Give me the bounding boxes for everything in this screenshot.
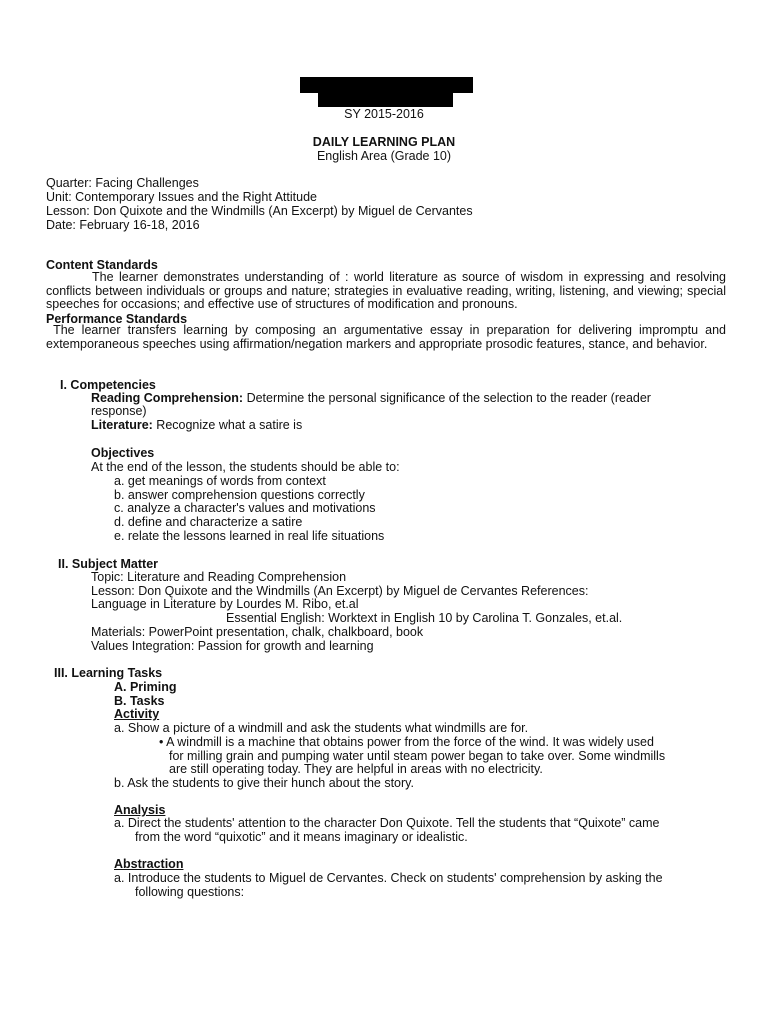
competencies-heading: I. Competencies (60, 378, 156, 392)
activity-heading: Activity (114, 707, 160, 721)
reading-comprehension-label: Reading Comprehension: (91, 391, 244, 405)
performance-standards-body: The learner transfers learning by composing an argumentative essay in preparation for delivering impromptu and extemporaneous speeches using affirmation/negation markers and appropriate prosodic features, stance, and behavior. (46, 323, 726, 351)
priming-heading: A. Priming (114, 680, 177, 694)
activity-bullet-line: are still operating today. They are helpful in areas with no electricity. (169, 762, 543, 776)
objectives-heading: Objectives (91, 446, 155, 460)
content-standards-text (46, 271, 726, 312)
values-line: Values Integration: Passion for growth and learning (91, 639, 374, 653)
redacted-school-address (318, 91, 453, 107)
reading-comprehension-line (91, 391, 651, 405)
performance-standards-text (46, 324, 726, 351)
reference-1: Language in Literature by Lourdes M. Ribo, et.al (91, 597, 359, 611)
date-line: Date: February 16-18, 2016 (46, 218, 200, 232)
reading-comprehension-cont: response) (91, 404, 147, 418)
literature-line (91, 418, 302, 432)
literature-text: Recognize what a satire is (152, 418, 303, 432)
objective-item: e. relate the lessons learned in real life situations (114, 529, 385, 543)
objective-item: a. get meanings of words from context (114, 474, 326, 488)
reading-comprehension-text: Determine the personal significance of the selection to the reader (reader (243, 391, 651, 405)
objective-item: b. answer comprehension questions correctly (114, 488, 365, 502)
analysis-item-a-cont: from the word “quixotic” and it means imaginary or idealistic. (135, 830, 468, 844)
quarter-line: Quarter: Facing Challenges (46, 176, 199, 190)
content-standards-body: The learner demonstrates understanding of : world literature as source of wisdom in expressing and resolving conflicts between individuals or groups and nature; strategies in evaluative reading, writing, listening, and viewing; special speeches for occasions; and effective use of structures of modification and pronouns. (46, 270, 726, 312)
materials-line: Materials: PowerPoint presentation, chalk, chalkboard, book (91, 625, 424, 639)
doc-subtitle: English Area (Grade 10) (316, 149, 452, 163)
activity-item-a: a. Show a picture of a windmill and ask the students what windmills are for. (114, 721, 529, 735)
analysis-heading: Analysis (114, 803, 166, 817)
objectives-intro: At the end of the lesson, the students should be able to: (91, 460, 400, 474)
objective-item: d. define and characterize a satire (114, 515, 303, 529)
doc-title: DAILY LEARNING PLAN (312, 135, 456, 149)
activity-bullet-line: • A windmill is a machine that obtains power from the force of the wind. It was widely used (159, 735, 654, 749)
activity-item-b: b. Ask the students to give their hunch about the story. (114, 776, 414, 790)
reference-2: Essential English: Worktext in English 10 by Carolina T. Gonzales, et.al. (226, 611, 623, 625)
sm-lesson-line: Lesson: Don Quixote and the Windmills (An Excerpt) by Miguel de Cervantes References: (91, 584, 589, 598)
analysis-item-a: a. Direct the students' attention to the character Don Quixote. Tell the students that “Quixote” came (114, 816, 660, 830)
lesson-line: Lesson: Don Quixote and the Windmills (An Excerpt) by Miguel de Cervantes (46, 204, 473, 218)
topic-line: Topic: Literature and Reading Comprehension (91, 570, 347, 584)
abstraction-item-a: a. Introduce the students to Miguel de Cervantes. Check on students' comprehension by asking the (114, 871, 663, 885)
literature-label: Literature: (91, 418, 153, 432)
activity-bullet-line: for milling grain and pumping water until steam power began to take over. Some windmills (169, 749, 666, 763)
tasks-heading: B. Tasks (114, 694, 165, 708)
learning-tasks-heading: III. Learning Tasks (54, 666, 163, 680)
content-standards-heading: Content Standards (46, 258, 158, 272)
objective-item: c. analyze a character's values and motivations (114, 501, 376, 515)
abstraction-item-a-cont: following questions: (135, 885, 245, 899)
unit-line: Unit: Contemporary Issues and the Right Attitude (46, 190, 317, 204)
subject-matter-heading: II. Subject Matter (58, 557, 159, 571)
school-year: SY 2015-2016 (344, 107, 424, 121)
abstraction-heading: Abstraction (114, 857, 184, 871)
performance-standards-heading: Performance Standards (46, 312, 188, 326)
